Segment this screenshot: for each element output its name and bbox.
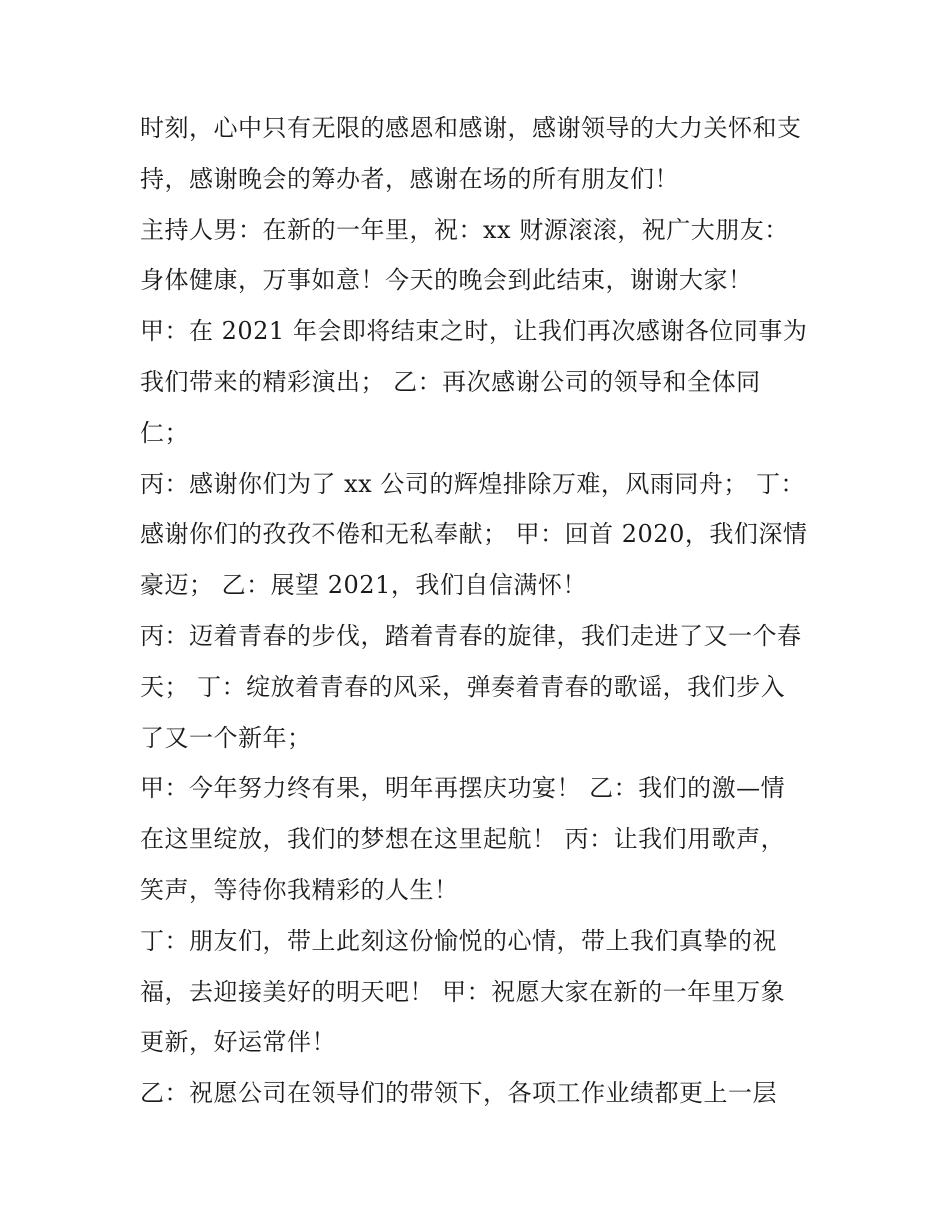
text-line-4: 身体健康，万事如意！今天的晚会到此结束，谢谢大家！ bbox=[140, 266, 753, 295]
text-line-6: 我们带来的精彩演出； 乙：再次感谢公司的领导和全体同 bbox=[140, 367, 761, 396]
text-line-20: 乙：祝愿公司在领导们的带领下，各项工作业绩都更上一层 bbox=[140, 1079, 777, 1108]
text-line-3: 主持人男：在新的一年里，祝：xx 财源滚滚，祝广大朋友： bbox=[140, 215, 789, 244]
text-line-13: 了又一个新年； bbox=[140, 723, 312, 752]
text-line-1: 时刻，心中只有无限的感恩和感谢，感谢领导的大力关怀和支 bbox=[140, 114, 802, 142]
text-line-2: 持，感谢晚会的筹办者，感谢在场的所有朋友们！ bbox=[140, 164, 679, 193]
text-line-12: 天； 丁：绽放着青春的风采，弹奏着青春的歌谣，我们步入 bbox=[140, 672, 786, 701]
text-line-5: 甲：在 2021 年会即将结束之时，让我们再次感谢各位同事为 bbox=[140, 317, 808, 346]
text-line-11: 丙：迈着青春的步伐，踏着青春的旋律，我们走进了又一个春 bbox=[140, 621, 802, 650]
text-line-17: 丁：朋友们，带上此刻这份愉悦的心情，带上我们真挚的祝 bbox=[140, 926, 777, 955]
text-line-14: 甲：今年努力终有果，明年再摆庆功宴！ 乙：我们的激—情 bbox=[140, 774, 786, 803]
text-line-10: 豪迈； 乙：展望 2021，我们自信满怀！ bbox=[140, 571, 587, 600]
text-line-16: 笑声，等待你我精彩的人生！ bbox=[140, 875, 459, 904]
text-line-15: 在这里绽放，我们的梦想在这里起航！ 丙：让我们用歌声， bbox=[140, 825, 786, 854]
text-line-18: 福，去迎接美好的明天吧！ 甲：祝愿大家在新的一年里万象 bbox=[140, 977, 786, 1006]
body-text bbox=[140, 103, 830, 1119]
text-line-7: 仁； bbox=[140, 418, 189, 447]
text-line-19: 更新，好运常伴！ bbox=[140, 1028, 336, 1057]
text-line-9: 感谢你们的孜孜不倦和无私奉献； 甲：回首 2020，我们深情 bbox=[140, 520, 808, 549]
text-line-8: 丙：感谢你们为了 xx 公司的辉煌排除万难，风雨同舟； 丁： bbox=[140, 469, 805, 498]
